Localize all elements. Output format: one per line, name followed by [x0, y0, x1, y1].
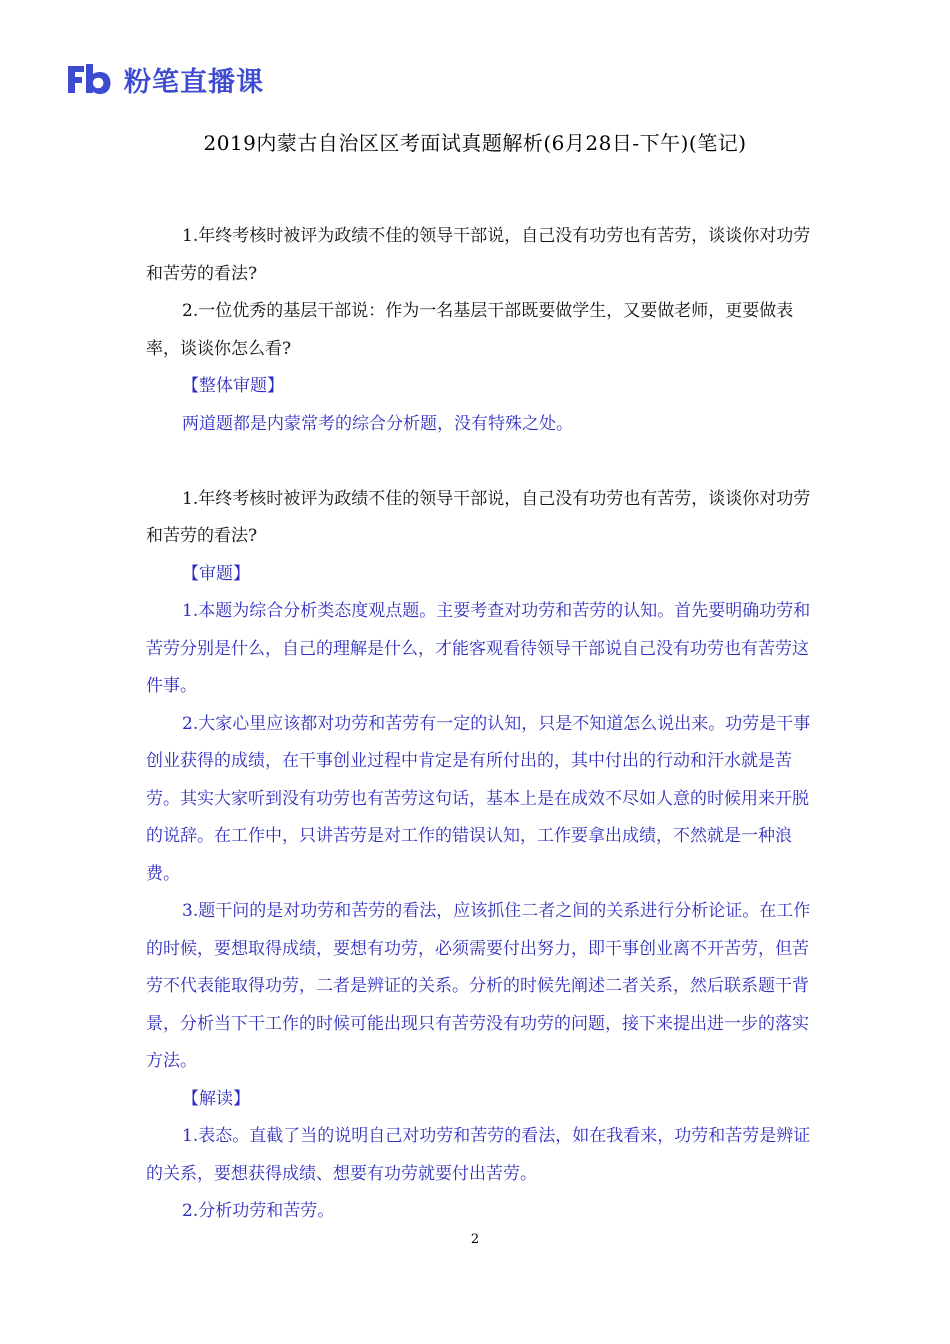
section-heading-interpretation: 【解读】 — [182, 1088, 250, 1109]
brand-logo — [66, 61, 264, 97]
brand-name: 粉笔直播课 — [124, 66, 264, 98]
review-point-1: 1.本题为综合分析类态度观点题。主要考查对功劳和苦劳的认知。首先要明确功劳和苦劳分别是什么，自己的理解是什么，才能客观看待领导干部说自己没有功劳也有苦劳这件事。 — [146, 601, 811, 696]
question-1-repeat: 1.年终考核时被评为政绩不佳的领导干部说，自己没有功劳也有苦劳，谈谈你对功劳和苦劳的看法? — [146, 488, 811, 546]
fb-logo-icon — [66, 62, 112, 96]
interpretation-point-1: 1.表态。直截了当的说明自己对功劳和苦劳的看法，如在我看来，功劳和苦劳是辨证的关系，要想获得成绩、想要有功劳就要付出苦劳。 — [146, 1126, 811, 1184]
section-heading-overall: 【整体审题】 — [182, 376, 284, 396]
page-number: 2 — [470, 1232, 480, 1247]
section-heading-review: 【审题】 — [182, 563, 250, 584]
review-point-3: 3.题干问的是对功劳和苦劳的看法，应该抓住二者之间的关系进行分析论证。在工作的时候，要想取得成绩，要想有功劳，必须需要付出努力，即干事创业离不开苦劳，但苦劳不代表能取得功劳，二者是辨证的关系。分析的时候先阐述二者关系，然后联系题干背景，分析当下干工作的时候可能出现只有苦劳没有功劳的问题，接下来提出进一步的落实方法。 — [146, 901, 811, 1071]
question-2: 2.一位优秀的基层干部说：作为一名基层干部既要做学生，又要做老师，更要做表率，谈谈你怎么看? — [146, 301, 794, 359]
overall-analysis: 两道题都是内蒙常考的综合分析题，没有特殊之处。 — [182, 413, 573, 434]
review-point-2: 2.大家心里应该都对功劳和苦劳有一定的认知，只是不知道怎么说出来。功劳是干事创业获得的成绩，在干事创业过程中肯定是有所付出的，其中付出的行动和汗水就是苦劳。其实大家听到没有功劳也有苦劳这句话，基本上是在成效不尽如人意的时候用来开脱的说辞。在工作中，只讲苦劳是对工作的错误认知，工作要拿出成绩，不然就是一种浪费。 — [146, 713, 811, 884]
interpretation-point-2: 2.分析功劳和苦劳。 — [182, 1201, 335, 1221]
document-title: 2019内蒙古自治区区考面试真题解析(6月28日-下午)(笔记) — [203, 131, 747, 155]
document-body — [146, 218, 812, 1231]
question-1: 1.年终考核时被评为政绩不佳的领导干部说，自己没有功劳也有苦劳，谈谈你对功劳和苦劳的看法? — [146, 226, 811, 284]
spacer — [146, 443, 812, 481]
